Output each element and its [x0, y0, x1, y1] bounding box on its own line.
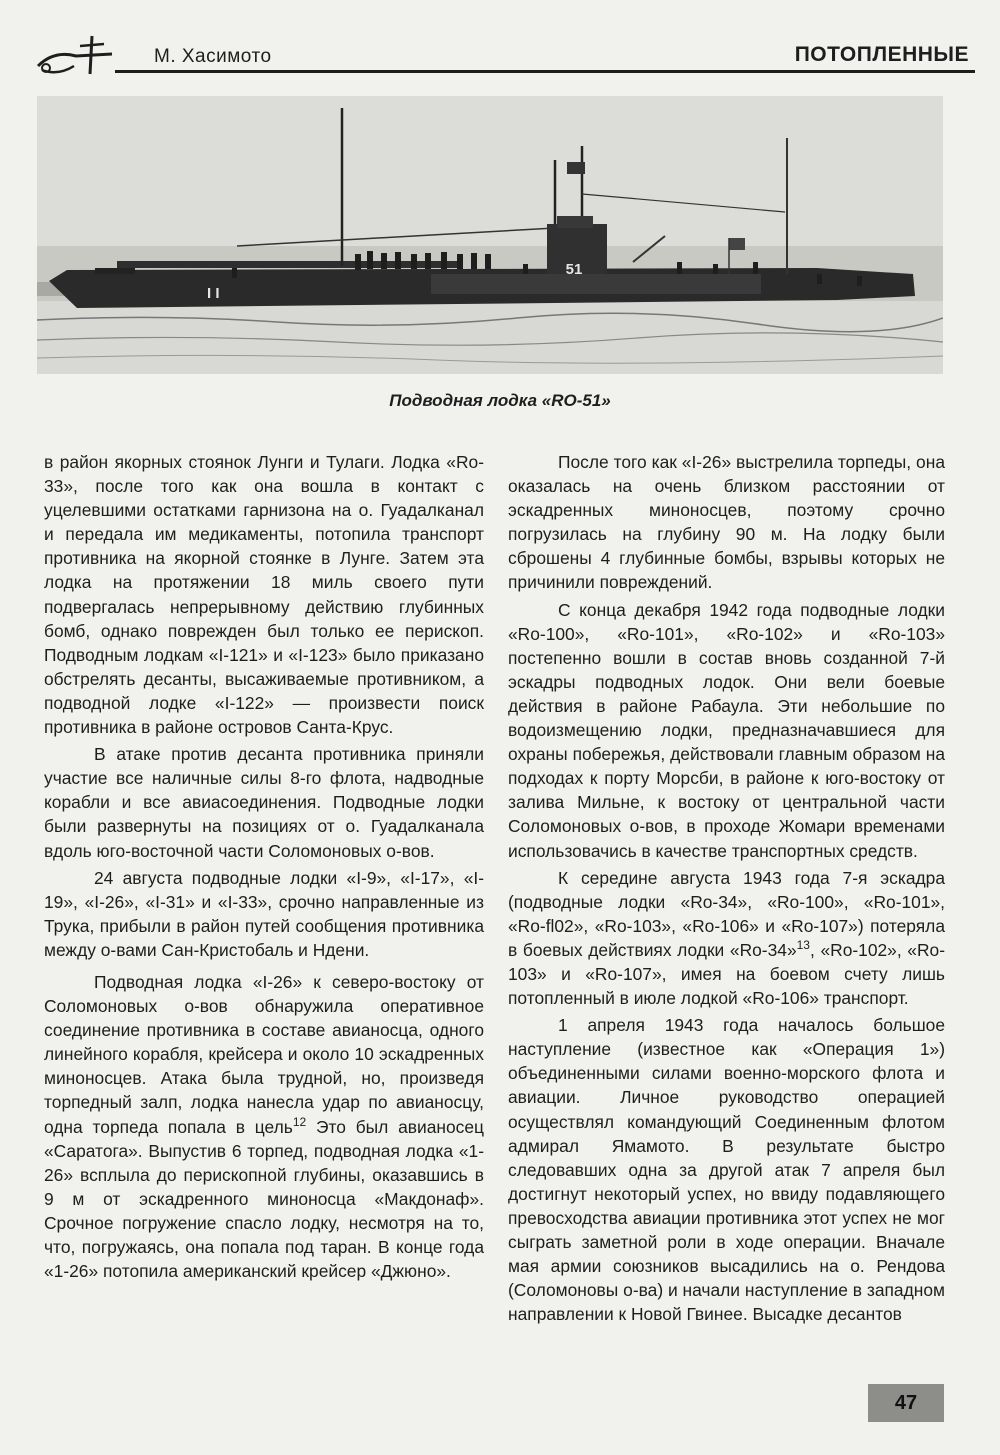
text-column-left: [44, 450, 484, 1283]
hull-number: 51: [565, 261, 583, 278]
header-author: М. Хасимото: [154, 46, 272, 67]
submarine-photo: [37, 96, 943, 374]
page-header: [30, 26, 975, 82]
page-number: 47: [868, 1384, 944, 1422]
paragraph: [508, 866, 945, 1011]
paragraph-text: К середине августа 1943 года 7-я эскадра (подводные лодки «Ro-34», «Ro-100», «Ro-101», «Ro-fl02», «Ro-103», «Ro-106» и «Ro-107») потеряла в боевых действиях лодки «Ro-34»: [508, 867, 945, 960]
paragraph: В атаке против десанта противника приняли участие все наличные силы 8-го флота, надводные корабли и все авиасоединения. Подводные лодки были развернуты на позициях от о. Гуадалканала вдоль юго-восточной части Соломоновых о-вов.: [44, 744, 484, 861]
paragraph: в район якорных стоянок Лунги и Тулаги. Лодка «Ro-33», после того как она вошла в контакт с уцелевшими остатками гарнизона на о. Гуадалканал и передала им медикаменты, потопила транспорт противника на якорной стоянке в Лунге. Затем эта лодка на протяжении 18 миль своего пути подвергалась непрерывному действию глубинных бомб, однако поврежден был только ее перископ. Подводным лодкам «I-121» и «I-123» было приказано обстрелять десанты, высаживаемые противником, а подводной лодке «I-122» — произвести поиск противника в районе островов Санта-Крус.: [44, 452, 484, 738]
footnote-ref: 13: [796, 938, 810, 953]
header-rule: [115, 70, 975, 73]
paragraph-text: Подводная лодка «I-26» к северо-востоку от Соломоновых о-вов обнаружила оперативное соединение противника в составе авианосца, одного линейного корабля, крейсера и около 10 эскадренных миноносцев. Атака была трудной, но, произведя торпедный залп, лодка нанесла удар по авианосцу, одна торпеда попала в цель: [44, 971, 484, 1137]
anchor-logo-icon: [34, 30, 116, 78]
paragraph: 1 апреля 1943 года началось большое наступление (известное как «Операция 1») объединенными силами военно-морского флота и авиации. Личное руководство операцией осуществлял командующий Соединенным флотом адмирал Ямамото. В результате быстро следовавших одна за другой атак 7 апреля был достигнут некоторый успех, но ввиду подавляющего превосходства авиации противника этот успех не мог сыграть заметной роли в ходе операции. Вначале мая армии союзников высадились на о. Рендова (Соломоновы о-ва) и начали наступление в западном направлении к Новой Гвинее. Высадке десантов: [508, 1015, 945, 1325]
header-section-title: ПОТОПЛЕННЫЕ: [794, 43, 969, 66]
paragraph: После того как «I-26» выстрелила торпеды, она оказалась на очень близком расстоянии от эскадренных миноносцев, поэтому срочно погрузилась на глубину 90 м. На лодку были сброшены 4 глубинные бомбы, взрывы которых не причинили повреждений.: [508, 452, 945, 593]
footnote-ref: 12: [292, 1114, 307, 1129]
paragraph: 24 августа подводные лодки «I-9», «I-17», «I-19», «I-26», «I-31» и «I-33», срочно направленные из Трука, прибыли в район путей сообщения противника между о-вами Сан-Кристобаль и Ндени.: [44, 867, 484, 960]
paragraph: С конца декабря 1942 года подводные лодки «Ro-100», «Ro-101», «Ro-102» и «Ro-103» постепенно вошли в состав вновь созданной 7-й эскадры подводных лодок. Они вели боевые действия в районе Рабаула. Эти небольшие по водоизмещению лодки, предназначавшиеся для охраны побережья, действовали главным образом на подходах к порту Морсби, в районе к юго-востоку от залива Мильне, к востоку от центральной части Соломоновых о-вов, в проходе Жомари временами использовачись в качестве транспортных средств.: [508, 599, 945, 861]
paragraph-text: Это был авианосец «Саратога». Выпустив 6 торпед, подводная лодка «1-26» всплыла до перископной глубины, оказавшись в 9 м от эскадренного миноносца «Макдонаф». Срочное погружение спасло лодку, несмотря на то, что, погружаясь, она попала под таран. В конце года «1-26» потопила американский крейсер «Джюно».: [44, 1116, 484, 1282]
text-column-right: [508, 450, 945, 1326]
paragraph: [44, 970, 484, 1283]
paragraph-text: , «Ro-102», «Ro-103» и «Ro-107», имея на боевом счету лишь потопленный в июле лодкой «Ro-106» транспорт.: [508, 939, 946, 1009]
figure-caption: Подводная лодка «RO-51»: [389, 391, 611, 410]
submarine-illustration: [37, 96, 943, 374]
bow-marking: I I: [207, 285, 220, 302]
